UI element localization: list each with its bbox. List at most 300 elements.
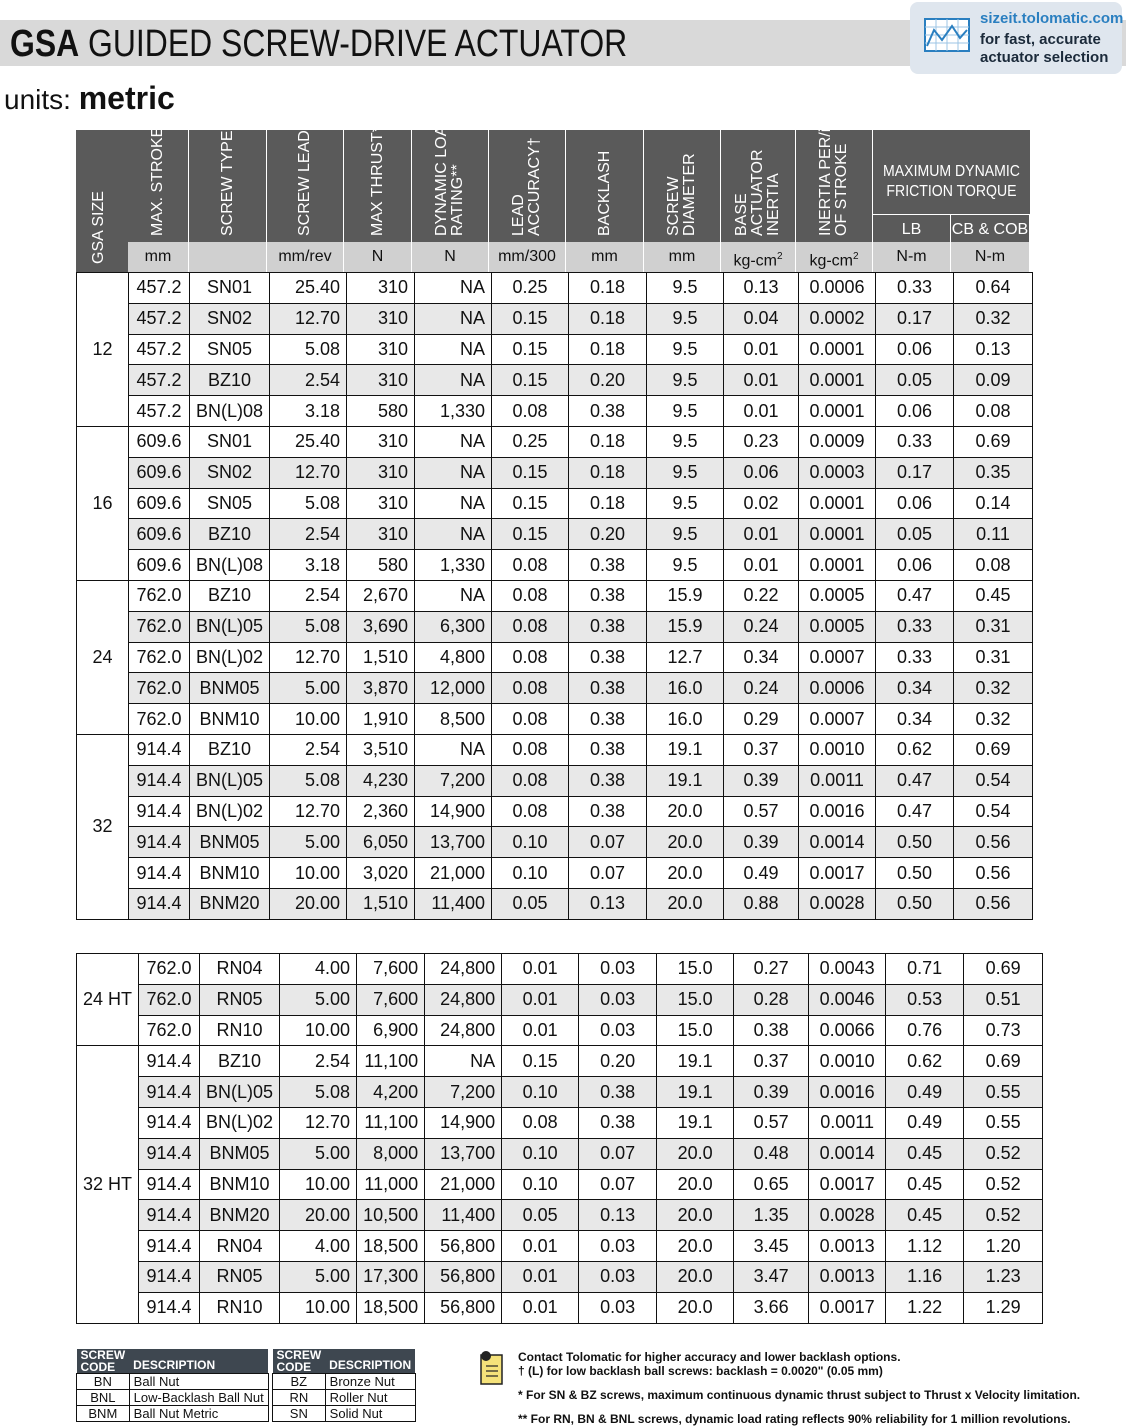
header-unit: mm bbox=[566, 242, 644, 272]
header-label: DYNAMIC LOAD RATING** bbox=[433, 114, 466, 236]
table-cell: 0.50 bbox=[876, 858, 954, 889]
table-cell: SN05 bbox=[190, 334, 270, 365]
table-header bbox=[76, 114, 1030, 272]
table-cell: 0.0001 bbox=[799, 396, 876, 427]
table-cell: NA bbox=[415, 734, 492, 765]
table-cell: BNM10 bbox=[190, 704, 270, 735]
legend-code: BNM bbox=[77, 1406, 130, 1422]
table-cell: 1.16 bbox=[886, 1261, 964, 1292]
table-cell: 914.4 bbox=[139, 1138, 200, 1169]
header-col-11: LB bbox=[873, 214, 950, 243]
table-cell: 0.33 bbox=[876, 642, 954, 673]
table-cell: 0.20 bbox=[569, 365, 647, 396]
header-unit: N-m bbox=[951, 242, 1030, 272]
table-cell: 0.0017 bbox=[809, 1292, 886, 1323]
table-cell: 0.17 bbox=[876, 303, 954, 334]
legend-row bbox=[77, 1390, 269, 1406]
table-cell: 0.37 bbox=[724, 734, 799, 765]
table-cell: 0.55 bbox=[964, 1077, 1043, 1108]
table-cell: 609.6 bbox=[129, 488, 190, 519]
table-cell: 0.53 bbox=[886, 984, 964, 1015]
table-cell: NA bbox=[415, 334, 492, 365]
table-cell: 0.49 bbox=[886, 1077, 964, 1108]
gsa-size-cell: 32 HT bbox=[77, 1046, 139, 1323]
table-cell: 0.34 bbox=[876, 704, 954, 735]
table-cell: 914.4 bbox=[139, 1261, 200, 1292]
header-gsa-size bbox=[76, 130, 128, 272]
table-cell: 0.35 bbox=[954, 457, 1033, 488]
table-cell: 7,600 bbox=[357, 984, 425, 1015]
table-cell: 0.27 bbox=[734, 954, 809, 985]
table-cell: BNM20 bbox=[190, 888, 270, 919]
table-cell: 0.71 bbox=[886, 954, 964, 985]
table-cell: 0.31 bbox=[954, 642, 1033, 673]
table-cell: 14,900 bbox=[415, 796, 492, 827]
table-row bbox=[77, 334, 1033, 365]
table-cell: 1.29 bbox=[964, 1292, 1043, 1323]
note-1: Contact Tolomatic for higher accuracy and lower backlash options. bbox=[518, 1350, 901, 1364]
table-cell: 20.0 bbox=[647, 888, 724, 919]
header-label: GSA SIZE bbox=[90, 191, 107, 264]
table-cell: 0.05 bbox=[502, 1200, 579, 1231]
table-cell: 0.06 bbox=[876, 334, 954, 365]
table-cell: BZ10 bbox=[190, 519, 270, 550]
table-cell: 0.18 bbox=[569, 303, 647, 334]
table-cell: 0.45 bbox=[954, 580, 1033, 611]
table-cell: 0.0006 bbox=[799, 273, 876, 304]
table-cell: 0.05 bbox=[876, 519, 954, 550]
header-col-1 bbox=[128, 126, 189, 242]
table-cell: 12,000 bbox=[415, 673, 492, 704]
table-cell: 0.47 bbox=[876, 796, 954, 827]
table-cell: 0.0066 bbox=[809, 1015, 886, 1046]
table-cell: RN10 bbox=[200, 1292, 280, 1323]
table-row bbox=[77, 580, 1033, 611]
title-rest: GUIDED SCREW-DRIVE ACTUATOR bbox=[79, 23, 628, 65]
table-cell: 0.0014 bbox=[809, 1138, 886, 1169]
table-cell: 3.47 bbox=[734, 1261, 809, 1292]
table-cell: 0.18 bbox=[569, 334, 647, 365]
table-row bbox=[77, 1261, 1043, 1292]
table-cell: 9.5 bbox=[647, 457, 724, 488]
legend-description: Ball Nut bbox=[129, 1374, 268, 1390]
header-unit: mm/rev bbox=[267, 242, 344, 272]
table-cell: 0.01 bbox=[502, 1015, 579, 1046]
table-row bbox=[77, 888, 1033, 919]
table-cell: BNM05 bbox=[190, 673, 270, 704]
table-cell: 0.20 bbox=[579, 1046, 657, 1077]
table-cell: SN01 bbox=[190, 273, 270, 304]
table-cell: 0.01 bbox=[724, 365, 799, 396]
table-cell: 0.62 bbox=[876, 734, 954, 765]
table-row bbox=[77, 984, 1043, 1015]
table-cell: BZ10 bbox=[190, 365, 270, 396]
table-cell: BZ10 bbox=[200, 1046, 280, 1077]
table-cell: 914.4 bbox=[139, 1169, 200, 1200]
table-cell: 15.9 bbox=[647, 580, 724, 611]
promo-line2: actuator selection bbox=[980, 49, 1109, 66]
header-unit: mm bbox=[644, 242, 721, 272]
header-label: LEAD ACCURACY† bbox=[510, 137, 543, 236]
table-cell: 18,500 bbox=[357, 1231, 425, 1262]
table-cell: 310 bbox=[347, 303, 415, 334]
table-cell: 0.38 bbox=[569, 580, 647, 611]
table-cell: 0.01 bbox=[502, 1231, 579, 1262]
table-cell: 0.22 bbox=[724, 580, 799, 611]
table-cell: 21,000 bbox=[415, 858, 492, 889]
table-row bbox=[77, 550, 1033, 581]
table-cell: 0.0005 bbox=[799, 580, 876, 611]
table-cell: 0.62 bbox=[886, 1046, 964, 1077]
table-cell: 0.57 bbox=[724, 796, 799, 827]
table-cell: 15.0 bbox=[657, 954, 734, 985]
table-cell: 0.08 bbox=[492, 642, 569, 673]
table-cell: 0.08 bbox=[492, 673, 569, 704]
table-cell: 8,000 bbox=[357, 1138, 425, 1169]
table-row bbox=[77, 1169, 1043, 1200]
table-cell: 12.7 bbox=[647, 642, 724, 673]
table-cell: 1,330 bbox=[415, 550, 492, 581]
note-3: * For SN & BZ screws, maximum continuous dynamic thrust subject to Thrust x Velocity limitation. bbox=[518, 1388, 1081, 1402]
table-cell: 0.0043 bbox=[809, 954, 886, 985]
table-cell: 0.06 bbox=[876, 396, 954, 427]
table-cell: 0.06 bbox=[876, 488, 954, 519]
table-cell: 0.10 bbox=[502, 1138, 579, 1169]
table-cell: 0.54 bbox=[954, 765, 1033, 796]
table-cell: 11,000 bbox=[357, 1169, 425, 1200]
table-cell: RN10 bbox=[200, 1015, 280, 1046]
units-label bbox=[4, 80, 175, 117]
table-cell: BN(L)02 bbox=[190, 642, 270, 673]
table-cell: 914.4 bbox=[139, 1231, 200, 1262]
table-cell: 0.10 bbox=[502, 1077, 579, 1108]
table-cell: 0.65 bbox=[734, 1169, 809, 1200]
table-row bbox=[77, 796, 1033, 827]
table-cell: 1,910 bbox=[347, 704, 415, 735]
header-col-6 bbox=[489, 130, 566, 242]
table-cell: 762.0 bbox=[129, 580, 190, 611]
table-cell: 2.54 bbox=[270, 519, 347, 550]
table-cell: 0.38 bbox=[569, 704, 647, 735]
table-cell: 0.15 bbox=[492, 303, 569, 334]
table-cell: 12.70 bbox=[280, 1107, 357, 1138]
table-cell: 24,800 bbox=[425, 984, 502, 1015]
table-cell: 13,700 bbox=[415, 827, 492, 858]
table-cell: 9.5 bbox=[647, 488, 724, 519]
table-cell: 0.09 bbox=[954, 365, 1033, 396]
legend-description: Solid Nut bbox=[325, 1406, 415, 1422]
table-cell: 914.4 bbox=[139, 1077, 200, 1108]
table-cell: 914.4 bbox=[129, 858, 190, 889]
table-cell: 9.5 bbox=[647, 334, 724, 365]
table-cell: 0.14 bbox=[954, 488, 1033, 519]
table-row bbox=[77, 365, 1033, 396]
table-cell: 20.0 bbox=[657, 1261, 734, 1292]
table-row bbox=[77, 1138, 1043, 1169]
table-cell: 0.07 bbox=[579, 1138, 657, 1169]
table-cell: 0.38 bbox=[569, 796, 647, 827]
note-2: † (L) for low backlash ball screws: backlash = 0.0020" (0.05 mm) bbox=[518, 1364, 883, 1378]
header-max-dynamic-friction-torque: MAXIMUM DYNAMIC FRICTION TORQUE bbox=[873, 130, 1030, 214]
table-cell: 0.64 bbox=[954, 273, 1033, 304]
table-cell: 0.08 bbox=[492, 765, 569, 796]
table-cell: 20.0 bbox=[647, 858, 724, 889]
table-cell: 0.0001 bbox=[799, 519, 876, 550]
table-cell: 0.0028 bbox=[809, 1200, 886, 1231]
header-label: SCREW TYPE bbox=[218, 130, 236, 236]
table-cell: 0.76 bbox=[886, 1015, 964, 1046]
table-cell: 0.01 bbox=[724, 396, 799, 427]
table-cell: 0.49 bbox=[886, 1107, 964, 1138]
table-cell: 0.38 bbox=[569, 765, 647, 796]
table-cell: 0.0013 bbox=[809, 1231, 886, 1262]
table-cell: 0.08 bbox=[492, 550, 569, 581]
table-cell: 762.0 bbox=[139, 954, 200, 985]
table-cell: 0.24 bbox=[724, 611, 799, 642]
table-cell: BN(L)05 bbox=[190, 765, 270, 796]
legend-row bbox=[273, 1390, 416, 1406]
table-cell: 0.13 bbox=[579, 1200, 657, 1231]
table-cell: 24,800 bbox=[425, 954, 502, 985]
table-cell: 0.08 bbox=[492, 734, 569, 765]
table-cell: 0.01 bbox=[502, 984, 579, 1015]
table-cell: SN05 bbox=[190, 488, 270, 519]
gsa-size-cell: 16 bbox=[77, 426, 129, 580]
table-cell: 0.0001 bbox=[799, 365, 876, 396]
table-cell: 2.54 bbox=[270, 365, 347, 396]
table-cell: BN(L)02 bbox=[190, 796, 270, 827]
table-cell: 1,330 bbox=[415, 396, 492, 427]
table-cell: 0.08 bbox=[954, 550, 1033, 581]
note-4: ** For RN, BN & BNL screws, dynamic load rating reflects 90% reliability for 1 million revolutions. bbox=[518, 1412, 1071, 1426]
table-cell: 0.03 bbox=[579, 984, 657, 1015]
table-cell: BZ10 bbox=[190, 580, 270, 611]
table-cell: 0.56 bbox=[954, 858, 1033, 889]
legend-code: BN bbox=[77, 1374, 130, 1390]
table-cell: 0.01 bbox=[724, 519, 799, 550]
table-cell: 0.0014 bbox=[799, 827, 876, 858]
table-row bbox=[77, 457, 1033, 488]
table-cell: 3,020 bbox=[347, 858, 415, 889]
legend-header-description: DESCRIPTION bbox=[129, 1349, 268, 1374]
table-cell: 914.4 bbox=[129, 888, 190, 919]
table-cell: 0.25 bbox=[492, 273, 569, 304]
table-cell: 310 bbox=[347, 426, 415, 457]
table-cell: 0.15 bbox=[492, 334, 569, 365]
header-col-2 bbox=[189, 130, 267, 242]
gsa-size-cell: 24 bbox=[77, 580, 129, 734]
table-cell: 4,800 bbox=[415, 642, 492, 673]
table-cell: 310 bbox=[347, 273, 415, 304]
gsa-size-cell: 32 bbox=[77, 734, 129, 919]
table-cell: SN02 bbox=[190, 457, 270, 488]
table-cell: 0.0005 bbox=[799, 611, 876, 642]
gsa-size-cell: 24 HT bbox=[77, 954, 139, 1046]
table-cell: 0.73 bbox=[964, 1015, 1043, 1046]
table-cell: 11,400 bbox=[425, 1200, 502, 1231]
table-cell: 0.49 bbox=[724, 858, 799, 889]
table-cell: 20.0 bbox=[657, 1200, 734, 1231]
table-cell: 1.20 bbox=[964, 1231, 1043, 1262]
table-row bbox=[77, 827, 1033, 858]
table-cell: BN(L)05 bbox=[190, 611, 270, 642]
table-cell: BN(L)05 bbox=[200, 1077, 280, 1108]
note-icon bbox=[478, 1350, 506, 1386]
table-row bbox=[77, 303, 1033, 334]
table-cell: 0.03 bbox=[579, 1231, 657, 1262]
table-row bbox=[77, 858, 1033, 889]
page-title bbox=[10, 23, 627, 65]
table-cell: 12.70 bbox=[270, 796, 347, 827]
table-cell: NA bbox=[415, 273, 492, 304]
table-cell: 0.01 bbox=[724, 334, 799, 365]
table-cell: 0.02 bbox=[724, 488, 799, 519]
table-cell: 10.00 bbox=[280, 1169, 357, 1200]
header-col-9 bbox=[721, 130, 796, 242]
table-cell: NA bbox=[415, 303, 492, 334]
promo-line1: for fast, accurate bbox=[980, 31, 1101, 48]
table-cell: 6,900 bbox=[357, 1015, 425, 1046]
table-cell: 0.01 bbox=[502, 954, 579, 985]
table-cell: 1.12 bbox=[886, 1231, 964, 1262]
table-cell: 9.5 bbox=[647, 519, 724, 550]
table-cell: NA bbox=[415, 426, 492, 457]
table-cell: 4,230 bbox=[347, 765, 415, 796]
legend-header bbox=[273, 1349, 416, 1374]
table-cell: 0.08 bbox=[492, 704, 569, 735]
table-cell: 0.18 bbox=[569, 488, 647, 519]
spec-table-ht bbox=[76, 953, 1043, 1324]
table-cell: 0.51 bbox=[964, 984, 1043, 1015]
table-cell: 0.39 bbox=[724, 765, 799, 796]
table-cell: 0.0001 bbox=[799, 550, 876, 581]
table-row bbox=[77, 519, 1033, 550]
table-cell: 20.0 bbox=[647, 827, 724, 858]
table-cell: 580 bbox=[347, 396, 415, 427]
header-unit: N bbox=[344, 242, 412, 272]
table-cell: 2.54 bbox=[270, 734, 347, 765]
table-cell: 0.03 bbox=[579, 1292, 657, 1323]
screw-code-legend-1 bbox=[76, 1349, 269, 1422]
table-cell: 5.00 bbox=[280, 1138, 357, 1169]
table-row bbox=[77, 642, 1033, 673]
table-cell: 0.25 bbox=[492, 426, 569, 457]
table-cell: 10.00 bbox=[280, 1292, 357, 1323]
table-cell: 0.69 bbox=[964, 1046, 1043, 1077]
sizeit-promo[interactable] bbox=[910, 2, 1122, 74]
table-cell: 5.08 bbox=[270, 334, 347, 365]
table-cell: 0.39 bbox=[734, 1077, 809, 1108]
table-cell: 0.0013 bbox=[809, 1261, 886, 1292]
table-cell: 310 bbox=[347, 365, 415, 396]
table-cell: RN05 bbox=[200, 984, 280, 1015]
legend-code: RN bbox=[273, 1390, 326, 1406]
table-cell: 0.47 bbox=[876, 765, 954, 796]
table-cell: 609.6 bbox=[129, 457, 190, 488]
table-cell: 4,200 bbox=[357, 1077, 425, 1108]
table-cell: 25.40 bbox=[270, 426, 347, 457]
table-cell: 0.15 bbox=[492, 488, 569, 519]
table-row bbox=[77, 954, 1043, 985]
table-cell: 0.32 bbox=[954, 303, 1033, 334]
table-cell: 12.70 bbox=[270, 457, 347, 488]
table-cell: 914.4 bbox=[139, 1292, 200, 1323]
table-cell: 0.18 bbox=[569, 457, 647, 488]
table-cell: 580 bbox=[347, 550, 415, 581]
table-cell: 0.88 bbox=[724, 888, 799, 919]
table-cell: 0.33 bbox=[876, 426, 954, 457]
table-cell: 0.0016 bbox=[809, 1077, 886, 1108]
table-cell: 0.24 bbox=[724, 673, 799, 704]
table-cell: 0.45 bbox=[886, 1138, 964, 1169]
table-cell: 5.08 bbox=[270, 765, 347, 796]
table-cell: 0.0011 bbox=[809, 1107, 886, 1138]
table-cell: 0.04 bbox=[724, 303, 799, 334]
table-cell: 0.38 bbox=[579, 1077, 657, 1108]
table-cell: RN04 bbox=[200, 954, 280, 985]
promo-url[interactable]: sizeit.tolomatic.com bbox=[980, 10, 1124, 27]
table-cell: 5.00 bbox=[280, 1261, 357, 1292]
table-cell: 15.0 bbox=[657, 1015, 734, 1046]
table-cell: 7,200 bbox=[425, 1077, 502, 1108]
table-cell: 0.07 bbox=[569, 827, 647, 858]
table-cell: 10.00 bbox=[270, 858, 347, 889]
table-cell: 0.38 bbox=[579, 1107, 657, 1138]
table-cell: 1.35 bbox=[734, 1200, 809, 1231]
table-cell: NA bbox=[415, 457, 492, 488]
table-cell: 0.56 bbox=[954, 827, 1033, 858]
table-cell: BN(L)08 bbox=[190, 550, 270, 581]
table-row bbox=[77, 1231, 1043, 1262]
header-unit: N-m bbox=[873, 242, 951, 272]
header-col-3 bbox=[267, 130, 344, 242]
table-cell: 0.0002 bbox=[799, 303, 876, 334]
table-cell: 914.4 bbox=[129, 765, 190, 796]
table-cell: 0.0017 bbox=[799, 858, 876, 889]
header-col-12: CB & COB bbox=[951, 214, 1029, 243]
table-cell: BNM20 bbox=[200, 1200, 280, 1231]
table-cell: 0.18 bbox=[569, 273, 647, 304]
table-cell: 0.47 bbox=[876, 580, 954, 611]
table-cell: BNM05 bbox=[190, 827, 270, 858]
table-cell: NA bbox=[425, 1046, 502, 1077]
table-cell: 762.0 bbox=[139, 984, 200, 1015]
table-cell: 0.38 bbox=[569, 642, 647, 673]
table-cell: 10.00 bbox=[280, 1015, 357, 1046]
table-cell: 9.5 bbox=[647, 396, 724, 427]
table-cell: 0.05 bbox=[876, 365, 954, 396]
table-cell: 0.08 bbox=[492, 580, 569, 611]
table-cell: 0.54 bbox=[954, 796, 1033, 827]
table-cell: 1.23 bbox=[964, 1261, 1043, 1292]
table-cell: 11,400 bbox=[415, 888, 492, 919]
table-cell: NA bbox=[415, 488, 492, 519]
table-row bbox=[77, 611, 1033, 642]
table-cell: 457.2 bbox=[129, 365, 190, 396]
table-cell: 10,500 bbox=[357, 1200, 425, 1231]
table-cell: 0.0003 bbox=[799, 457, 876, 488]
table-cell: 0.0009 bbox=[799, 426, 876, 457]
table-cell: 19.1 bbox=[647, 734, 724, 765]
table-cell: 0.03 bbox=[579, 954, 657, 985]
table-cell: 0.15 bbox=[502, 1046, 579, 1077]
table-cell: 0.15 bbox=[492, 365, 569, 396]
table-cell: 0.03 bbox=[579, 1261, 657, 1292]
table-cell: SN02 bbox=[190, 303, 270, 334]
table-cell: 0.52 bbox=[964, 1169, 1043, 1200]
table-row bbox=[77, 1046, 1043, 1077]
table-row bbox=[77, 273, 1033, 304]
